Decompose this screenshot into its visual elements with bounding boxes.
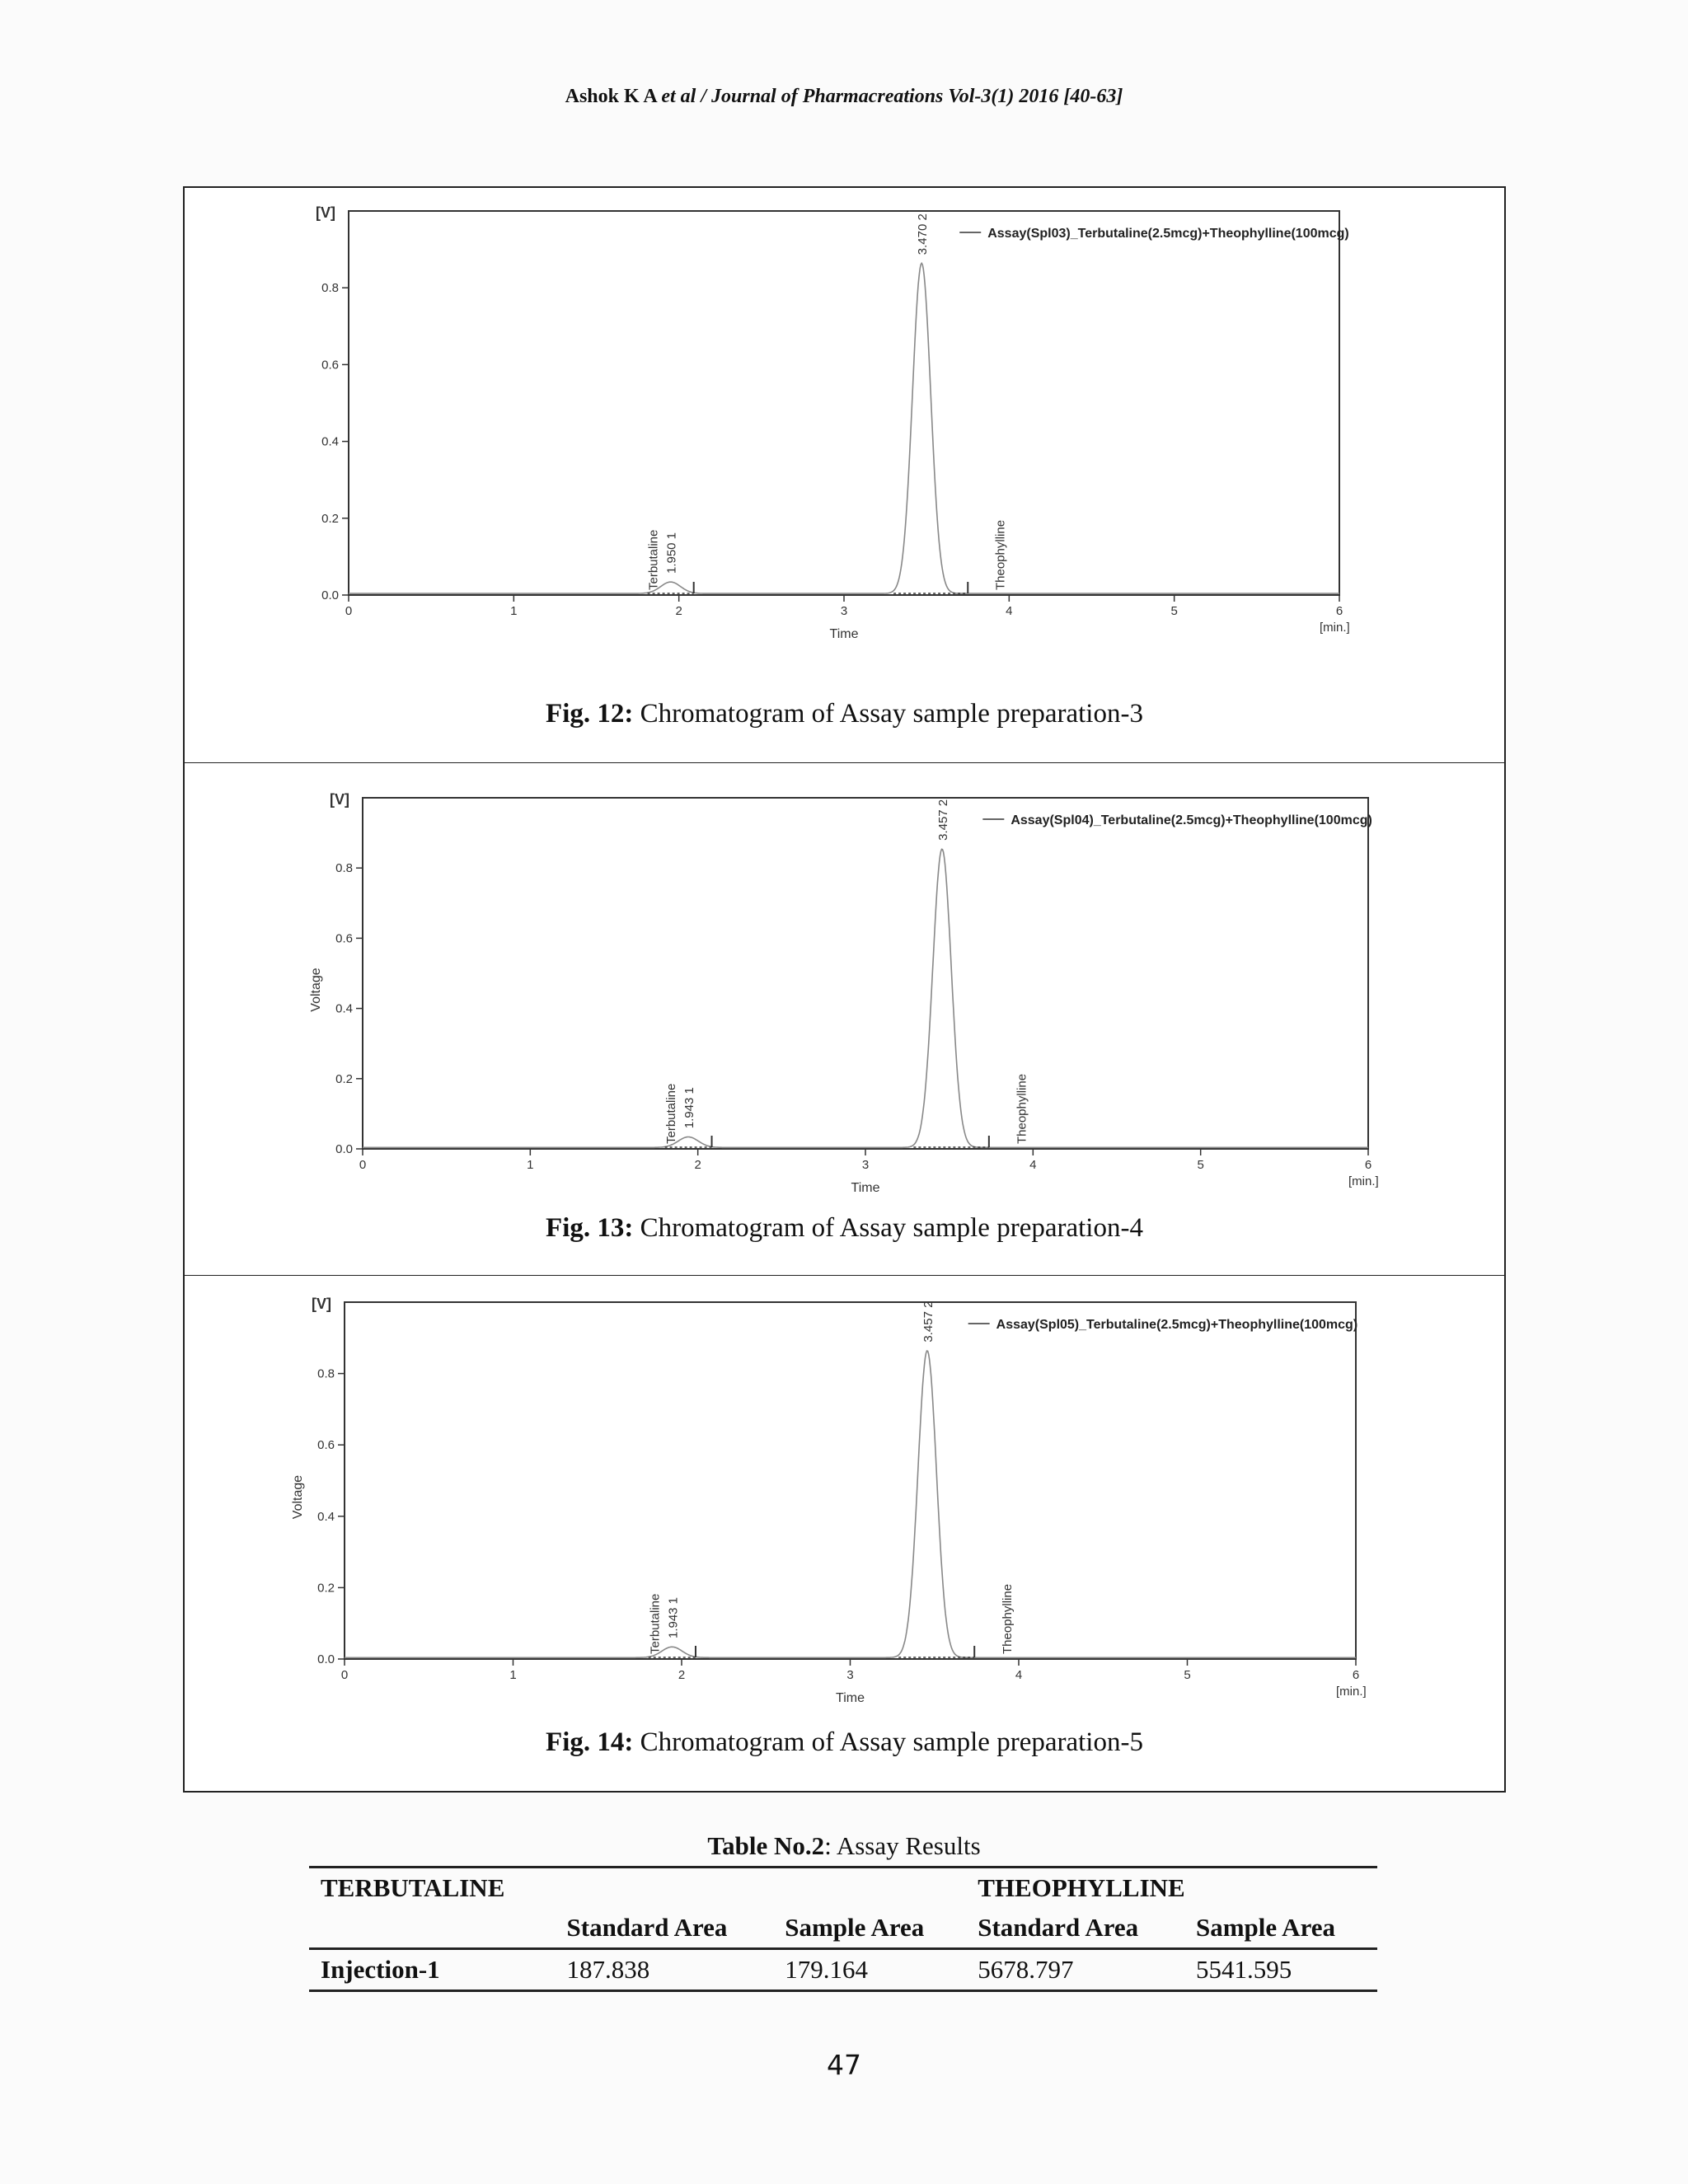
figure-13-box [183,763,1506,1277]
y-tick-label: 0.6 [321,358,339,373]
peak-compound-name: Terbutaline [646,529,661,590]
peak-retention-time: 3.457 2 [921,1301,935,1343]
peak-compound-name: Theophylline [1001,1583,1015,1654]
column-header: Sample Area [1195,1913,1336,1942]
y-tick-label: 0.2 [317,1581,335,1596]
chromatogram-chart [185,1276,1504,1790]
y-tick-label: 0.0 [317,1652,335,1666]
table-cell: 179.164 [785,1955,868,1984]
x-unit-label: [min.] [1336,1685,1367,1699]
x-tick-label: 0 [359,1158,367,1172]
x-tick-label: 4 [1029,1158,1037,1172]
y-tick-label: 0.8 [317,1366,335,1381]
x-tick-label: 3 [861,1158,870,1172]
x-tick-label: 4 [1006,604,1013,618]
legend-label: Assay(Spl04)_Terbutaline(2.5mcg)+Theophylline(100mcg) [1010,813,1372,827]
group-theophylline: THEOPHYLLINE [978,1873,1185,1902]
x-tick-label: 0 [345,604,353,618]
y-tick-label: 0.0 [321,588,339,602]
table-cell: 5678.797 [978,1955,1074,1984]
table-group-header-row [309,1868,1377,1909]
page-number: 47 [827,2049,861,2081]
figure-caption: Fig. 13: Chromatogram of Assay sample preparation-4 [546,1213,1143,1243]
empty-cell [309,1908,556,1949]
y-axis-label: Voltage [309,968,323,1012]
y-tick-label: 0.2 [321,511,339,526]
peak-retention-time: 1.943 1 [666,1596,681,1639]
row-label: Injection-1 [321,1955,440,1984]
plot-frame [345,1302,1356,1659]
x-tick-label: 1 [509,1668,517,1682]
y-tick-label: 0.6 [317,1438,335,1453]
table-row [309,1949,1377,1991]
x-unit-label: [min.] [1348,1174,1379,1188]
figure-caption: Fig. 14: Chromatogram of Assay sample preparation-5 [546,1727,1143,1757]
running-header: Ashok K A et al / Journal of Pharmacreations Vol-3(1) 2016 [40-63] [565,86,1123,107]
y-unit-label: [V] [316,204,335,221]
peak-compound-name: Theophylline [993,519,1008,590]
x-tick-label: 6 [1364,1158,1372,1172]
y-tick-label: 0.4 [335,1001,353,1016]
y-tick-label: 0.4 [317,1509,335,1524]
x-axis-label: Time [851,1181,880,1195]
x-unit-label: [min.] [1320,621,1350,635]
figure-caption: Fig. 12: Chromatogram of Assay sample preparation-3 [546,699,1143,729]
column-header: Sample Area [785,1913,925,1942]
y-tick-label: 0.8 [321,281,339,296]
peak-retention-time: 3.457 2 [935,799,950,841]
chromatogram-trace [345,1351,1356,1657]
peak-retention-time: 1.950 1 [664,532,679,574]
x-tick-label: 1 [510,604,518,618]
table-cell: 187.838 [566,1955,650,1984]
group-terbutaline: TERBUTALINE [321,1873,505,1902]
table-cell: 5541.595 [1195,1955,1292,1984]
x-tick-label: 1 [527,1158,534,1172]
peak-retention-time: 1.943 1 [682,1087,697,1129]
x-tick-label: 5 [1184,1668,1191,1682]
column-header: Standard Area [566,1913,728,1942]
y-tick-label: 0.6 [335,931,353,946]
plot-frame [363,798,1368,1149]
x-tick-label: 6 [1352,1668,1360,1682]
x-tick-label: 2 [675,604,682,618]
x-axis-label: Time [829,627,859,641]
peak-compound-name: Terbutaline [648,1593,663,1654]
empty-cell [556,1868,774,1909]
x-tick-label: 2 [694,1158,701,1172]
peak-compound-name: Theophylline [1015,1073,1029,1144]
assay-results-table [309,1866,1377,1992]
y-tick-label: 0.2 [335,1071,353,1086]
y-unit-label: [V] [330,791,349,808]
plot-frame [349,211,1339,595]
x-tick-label: 2 [678,1668,686,1682]
x-tick-label: 6 [1335,604,1343,618]
x-tick-label: 3 [840,604,848,618]
table-column-header-row [309,1908,1377,1949]
empty-cell [773,1868,966,1909]
x-tick-label: 0 [340,1668,349,1682]
x-tick-label: 5 [1170,604,1178,618]
chromatogram-trace [349,263,1339,593]
legend-label: Assay(Spl03)_Terbutaline(2.5mcg)+Theophylline(100mcg) [987,227,1349,241]
x-tick-label: 5 [1197,1158,1204,1172]
chromatogram-trace [363,849,1368,1147]
figure-12-box [183,186,1506,764]
legend-label: Assay(Spl05)_Terbutaline(2.5mcg)+Theophylline(100mcg) [996,1318,1358,1332]
x-tick-label: 3 [846,1668,854,1682]
table-title: Table No.2: Assay Results [707,1831,981,1860]
column-header: Standard Area [978,1913,1139,1942]
x-tick-label: 4 [1015,1668,1023,1682]
x-axis-label: Time [836,1691,865,1705]
chromatogram-chart [185,763,1504,1274]
peak-retention-time: 3.470 2 [916,213,931,255]
y-tick-label: 0.0 [335,1142,353,1156]
figure-14-box [183,1276,1506,1793]
y-axis-label: Voltage [291,1474,305,1520]
y-tick-label: 0.8 [335,861,353,876]
peak-compound-name: Terbutaline [664,1083,679,1144]
y-unit-label: [V] [312,1296,331,1312]
y-tick-label: 0.4 [321,434,339,449]
chromatogram-chart [185,188,1504,765]
